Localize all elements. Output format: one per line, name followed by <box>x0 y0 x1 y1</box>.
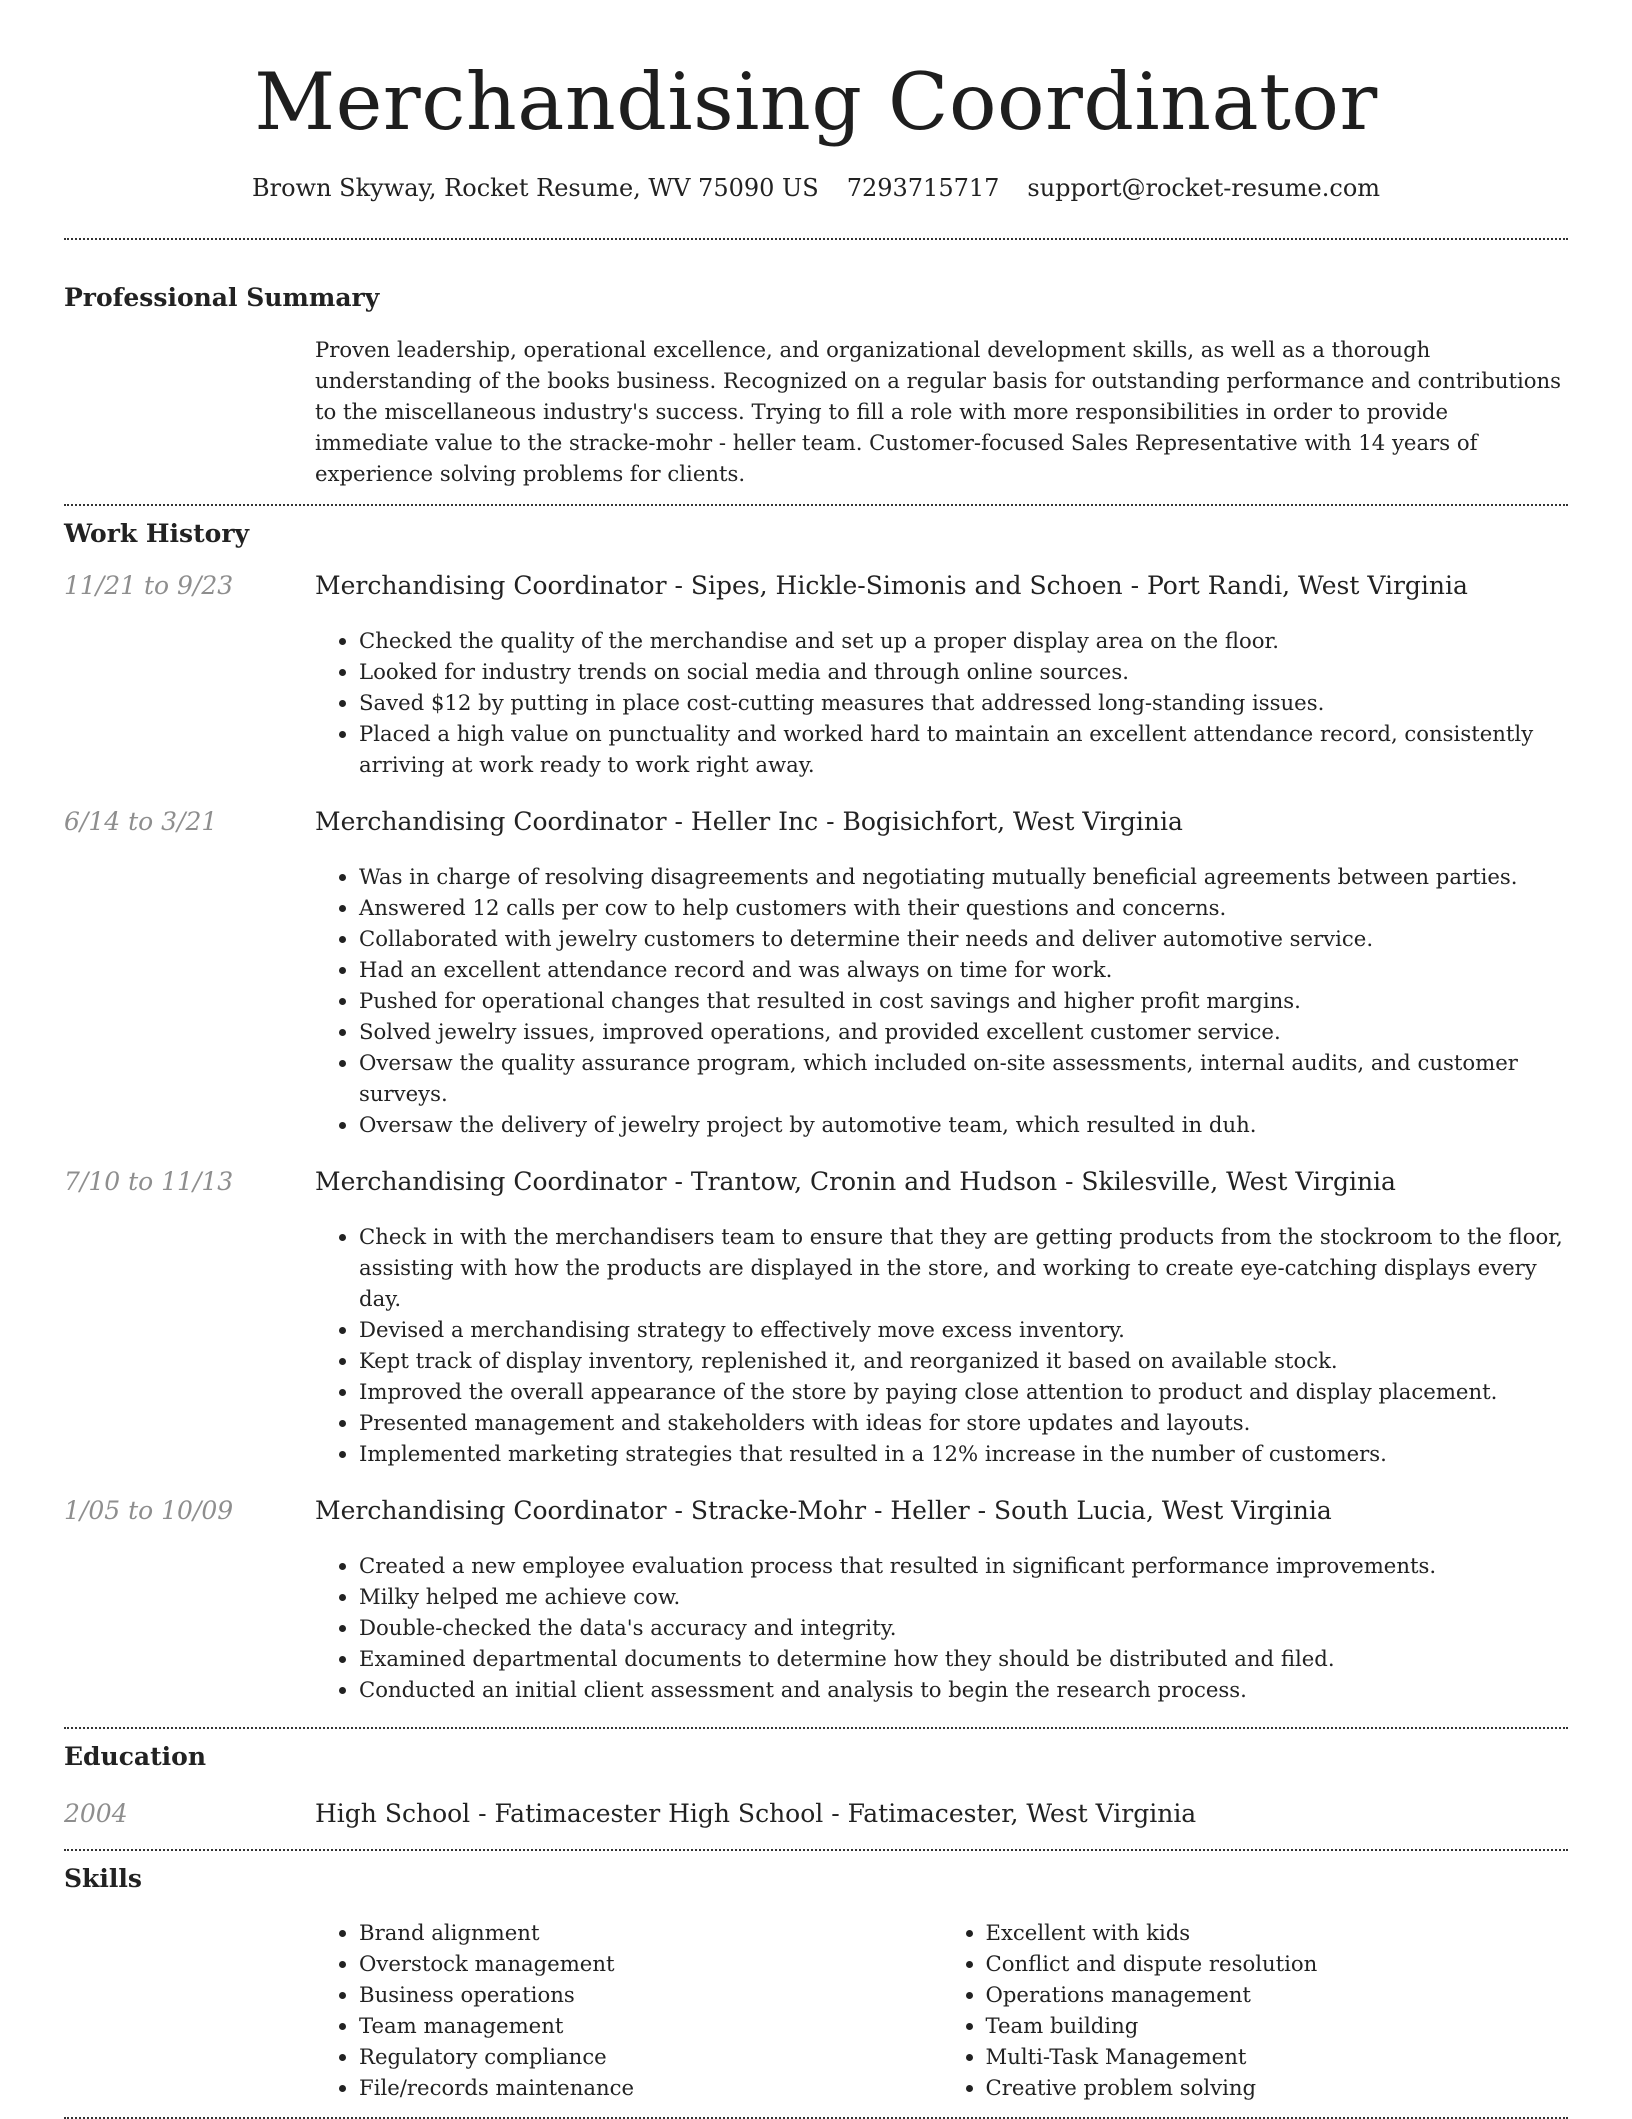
skills-title: Skills <box>64 1864 142 1893</box>
education-heading: High School - Fatimacester High School - Fatimacester, West Virginia <box>315 1799 1197 1828</box>
job-bullet: • Checked the quality of the merchandise and set up a proper display area on the floor. <box>359 625 1568 656</box>
skill-item: • Operations management <box>986 1979 1569 2010</box>
skill-item: • Regulatory compliance <box>359 2041 942 2072</box>
education-title: Education <box>64 1742 207 1771</box>
skill-item: • Multi-Task Management <box>986 2041 1569 2072</box>
job-bullet: • Implemented marketing strategies that resulted in a 12% increase in the number of customers. <box>359 1438 1568 1469</box>
job-dates: 6/14 to 3/21 <box>64 807 218 836</box>
job-bullet: • Check in with the merchandisers team to ensure that they are getting products from the stockroom to the floor, assisting with how the products are displayed in the store, and working to create eye-catching displays every day. <box>359 1221 1568 1314</box>
divider <box>64 504 1568 506</box>
job-bullet: • Answered 12 calls per cow to help customers with their questions and concerns. <box>359 892 1568 923</box>
skill-item: • Brand alignment <box>359 1917 942 1948</box>
job-heading: Merchandising Coordinator - Heller Inc - Bogisichfort, West Virginia <box>315 807 1183 836</box>
job-bullet: • Examined departmental documents to determine how they should be distributed and filed. <box>359 1643 1568 1674</box>
job-dates: 7/10 to 11/13 <box>64 1167 234 1196</box>
resume-name: Merchandising Coordinator <box>254 56 1378 148</box>
contact-email: support@rocket-resume.com <box>1027 174 1381 202</box>
job-entry <box>64 1166 1568 1469</box>
job-heading: Merchandising Coordinator - Stracke-Mohr - Heller - South Lucia, West Virginia <box>315 1496 1332 1525</box>
skill-item: • Team management <box>359 2010 942 2041</box>
job-bullet: • Double-checked the data's accuracy and integrity. <box>359 1612 1568 1643</box>
work-title: Work History <box>64 519 250 548</box>
job-bullet: • Devised a merchandising strategy to effectively move excess inventory. <box>359 1314 1568 1345</box>
skill-item: • Overstock management <box>359 1948 942 1979</box>
job-bullet: • Looked for industry trends on social media and through online sources. <box>359 656 1568 687</box>
education-entry <box>64 1798 1568 1830</box>
job-bullet: • Pushed for operational changes that resulted in cost savings and higher profit margins. <box>359 985 1568 1016</box>
job-heading: Merchandising Coordinator - Trantow, Cronin and Hudson - Skilesville, West Virginia <box>315 1167 1396 1196</box>
job-bullet: • Milky helped me achieve cow. <box>359 1581 1568 1612</box>
job-bullet: • Placed a high value on punctuality and worked hard to maintain an excellent attendance record, consistently arriving at work ready to work right away. <box>359 718 1568 780</box>
job-entry <box>64 806 1568 1140</box>
divider <box>64 1727 1568 1729</box>
skill-item: • Conflict and dispute resolution <box>986 1948 1569 1979</box>
skills-list-right <box>942 1917 1569 2103</box>
summary-section <box>64 282 1568 489</box>
job-entry <box>64 1495 1568 1705</box>
skill-item: • Excellent with kids <box>986 1917 1569 1948</box>
job-dates: 1/05 to 10/09 <box>64 1496 234 1525</box>
job-bullet: • Oversaw the delivery of jewelry project by automotive team, which resulted in duh. <box>359 1109 1568 1140</box>
skills-section <box>64 1863 1568 2103</box>
job-bullet: • Had an excellent attendance record and was always on time for work. <box>359 954 1568 985</box>
job-bullet: • Saved $12 by putting in place cost-cutting measures that addressed long-standing issues. <box>359 687 1568 718</box>
skill-item: • File/records maintenance <box>359 2072 942 2103</box>
skills-list-left <box>315 1917 942 2103</box>
job-bullet: • Was in charge of resolving disagreements and negotiating mutually beneficial agreements between parties. <box>359 861 1568 892</box>
summary-title: Professional Summary <box>64 283 380 312</box>
job-bullet: • Presented management and stakeholders with ideas for store updates and layouts. <box>359 1407 1568 1438</box>
education-year: 2004 <box>64 1799 128 1828</box>
job-heading: Merchandising Coordinator - Sipes, Hickle-Simonis and Schoen - Port Randi, West Virginia <box>315 571 1468 600</box>
job-bullet: • Kept track of display inventory, replenished it, and reorganized it based on available stock. <box>359 1345 1568 1376</box>
summary-text: Proven leadership, operational excellence, and organizational development skills, as well as a thorough understanding of the books business. Recognized on a regular basis for outstanding performance and contributions to the miscellaneous industry's success. Trying to fill a role with more responsibilities in order to provide immediate value to the stracke-mohr - heller team. Customer-focused Sales Representative with 14 years of experience solving problems for clients. <box>315 337 1562 486</box>
divider <box>64 1849 1568 1851</box>
job-bullet: • Created a new employee evaluation process that resulted in significant performance improvements. <box>359 1550 1568 1581</box>
job-bullet: • Conducted an initial client assessment and analysis to begin the research process. <box>359 1674 1568 1705</box>
job-bullets <box>315 1221 1568 1469</box>
contact-phone: 7293715717 <box>846 174 1000 202</box>
skill-item: • Creative problem solving <box>986 2072 1569 2103</box>
job-bullet: • Collaborated with jewelry customers to determine their needs and deliver automotive service. <box>359 923 1568 954</box>
job-bullets <box>315 1550 1568 1705</box>
job-bullet: • Solved jewelry issues, improved operations, and provided excellent customer service. <box>359 1016 1568 1047</box>
divider <box>64 238 1568 240</box>
work-section <box>64 518 1568 1705</box>
contact-address: Brown Skyway, Rocket Resume, WV 75090 US <box>251 174 819 202</box>
job-bullets <box>315 861 1568 1140</box>
skill-item: • Team building <box>986 2010 1569 2041</box>
job-entry <box>64 570 1568 780</box>
education-section <box>64 1741 1568 1830</box>
job-dates: 11/21 to 9/23 <box>64 571 234 600</box>
job-bullet: • Improved the overall appearance of the store by paying close attention to product and display placement. <box>359 1376 1568 1407</box>
skill-item: • Business operations <box>359 1979 942 2010</box>
job-bullets <box>315 625 1568 780</box>
contact-line <box>64 172 1568 204</box>
job-list <box>64 570 1568 1705</box>
job-bullet: • Oversaw the quality assurance program, which included on-site assessments, internal audits, and customer surveys. <box>359 1047 1568 1109</box>
